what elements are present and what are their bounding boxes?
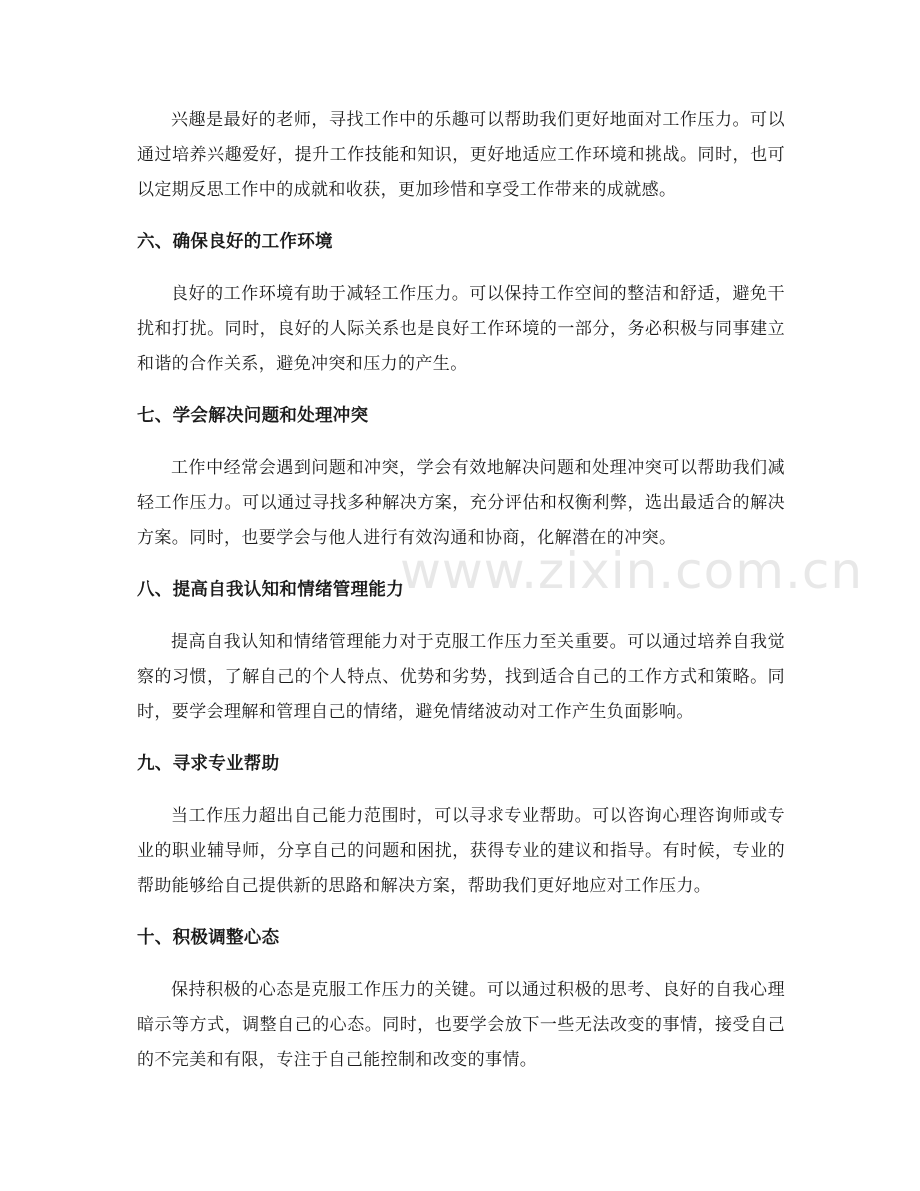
paragraph-work-environment: 良好的工作环境有助于减轻工作压力。可以保持工作空间的整洁和舒适，避免干扰和打扰。同时，良好的人际关系也是良好工作环境的一部分，务必积极与同事建立和谐的合作关系，避免冲突和压力的产生。 <box>137 284 785 374</box>
paragraph-problem-solving: 工作中经常会遇到问题和冲突，学会有效地解决问题和处理冲突可以帮助我们减轻工作压力。可以通过寻找多种解决方案，充分评估和权衡利弊，选出最适合的解决方案。同时，也要学会与他人进行有效沟通和协商，化解潜在的冲突。 <box>137 458 785 548</box>
heading-problem-solving: 七、学会解决问题和处理冲突 <box>137 406 369 426</box>
paragraph-positive-mindset: 保持积极的心态是克服工作压力的关键。可以通过积极的思考、良好的自我心理暗示等方式，调整自己的心态。同时，也要学会放下一些无法改变的事情，接受自己的不完美和有限，专注于自己能控制和改变的事情。 <box>137 980 785 1070</box>
watermark: www.zixin.com.cn <box>400 542 864 600</box>
heading-professional-help: 九、寻求专业帮助 <box>137 754 280 774</box>
heading-self-awareness: 八、提高自我认知和情绪管理能力 <box>137 580 404 600</box>
paragraph-self-awareness: 提高自我认知和情绪管理能力对于克服工作压力至关重要。可以通过培养自我觉察的习惯，了解自己的个人特点、优势和劣势，找到适合自己的工作方式和策略。同时，要学会理解和管理自己的情绪，避免情绪波动对工作产生负面影响。 <box>137 632 785 722</box>
heading-work-environment: 六、确保良好的工作环境 <box>137 232 333 252</box>
document-body <box>137 103 785 1078</box>
paragraph-professional-help: 当工作压力超出自己能力范围时，可以寻求专业帮助。可以咨询心理咨询师或专业的职业辅导师，分享自己的问题和困扰，获得专业的建议和指导。有时候，专业的帮助能够给自己提供新的思路和解决方案，帮助我们更好地应对工作压力。 <box>137 806 785 896</box>
heading-positive-mindset: 十、积极调整心态 <box>137 928 280 948</box>
paragraph-interest: 兴趣是最好的老师，寻找工作中的乐趣可以帮助我们更好地面对工作压力。可以通过培养兴趣爱好，提升工作技能和知识，更好地适应工作环境和挑战。同时，也可以定期反思工作中的成就和收获，更加珍惜和享受工作带来的成就感。 <box>137 110 785 200</box>
